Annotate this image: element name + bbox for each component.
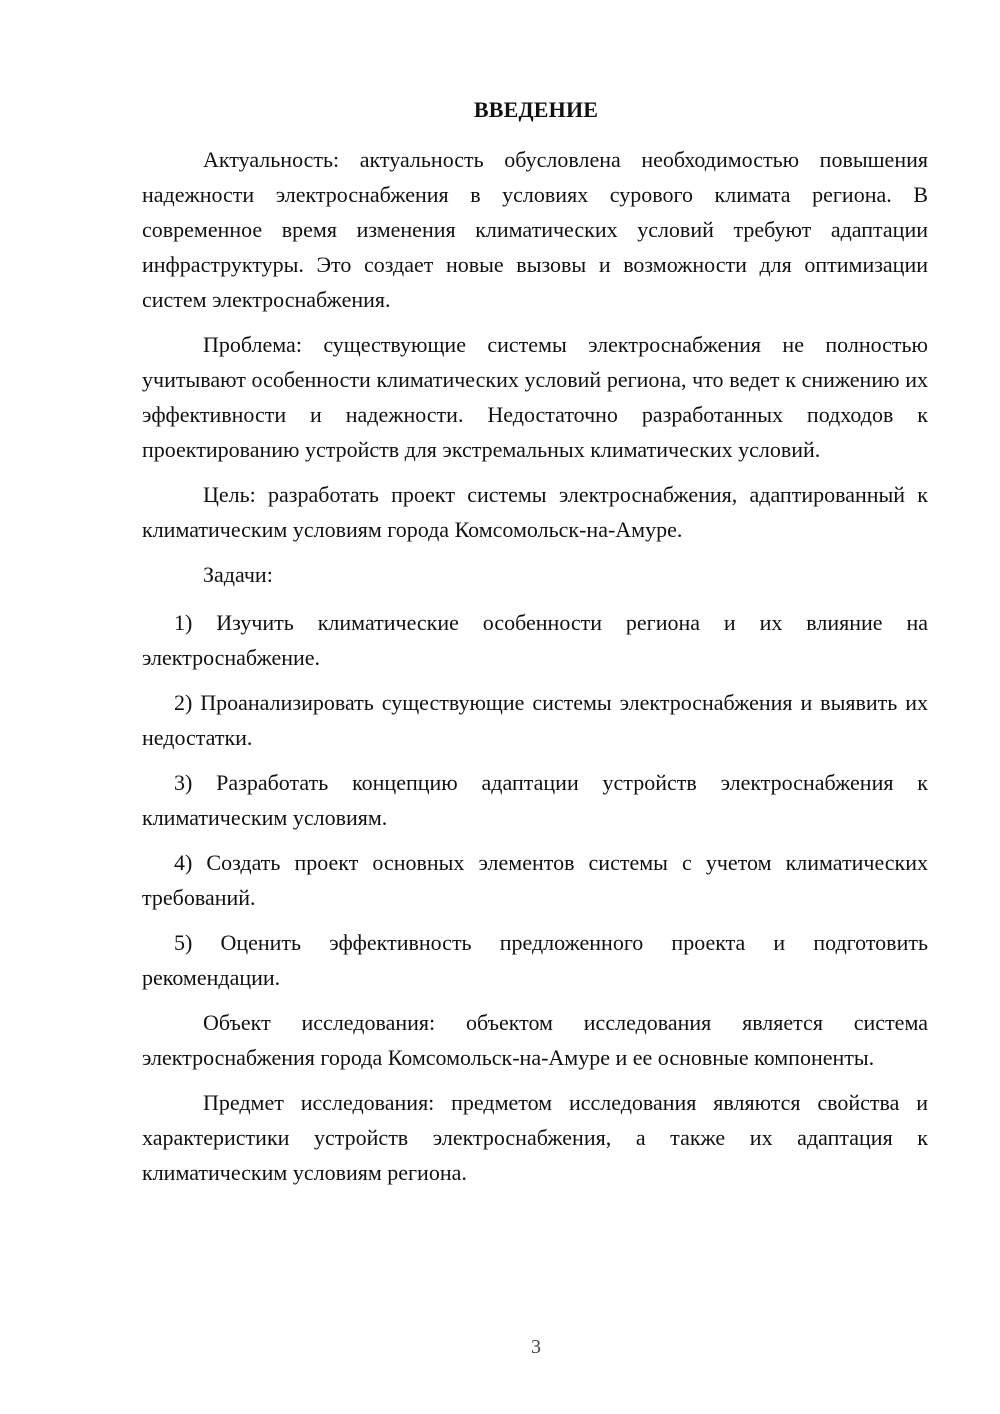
object-paragraph: Объект исследования: объектом исследования является система электроснабжения города Комсомольск-на-Амуре и ее основные компоненты. [142, 1010, 928, 1070]
goal-paragraph: Цель: разработать проект системы электроснабжения, адаптированный к климатическим условиям города Комсомольск-на-Амуре. [142, 482, 928, 542]
relevance-paragraph: Актуальность: актуальность обусловлена необходимостью повышения надежности электроснабжения в условиях сурового климата региона. В современное время изменения климатических условий требуют адаптации инфраструктуры. Это создает новые вызовы и возможности для оптимизации систем электроснабжения. [142, 147, 928, 312]
task-item-5: 5) Оценить эффективность предложенного проекта и подготовить рекомендации. [142, 930, 928, 990]
subject-paragraph: Предмет исследования: предметом исследования являются свойства и характеристики устройств электроснабжения, а также их адаптация к климатическим условиям региона. [142, 1090, 928, 1185]
task-item-1: 1) Изучить климатические особенности региона и их влияние на электроснабжение. [142, 610, 928, 670]
task-item-3: 3) Разработать концепцию адаптации устройств электроснабжения к климатическим условиям. [142, 770, 928, 830]
task-item-4: 4) Создать проект основных элементов системы с учетом климатических требований. [142, 850, 928, 910]
task-item-2: 2) Проанализировать существующие системы электроснабжения и выявить их недостатки. [142, 690, 928, 750]
page-number: 3 [531, 1336, 541, 1358]
problem-paragraph: Проблема: существующие системы электроснабжения не полностью учитывают особенности климатических условий региона, что ведет к снижению их эффективности и надежности. Недостаточно разработанных подходов к проектированию устройств для экстремальных климатических условий. [142, 332, 928, 462]
page-title: ВВЕДЕНИЕ [473, 97, 599, 122]
document-body [142, 142, 928, 1200]
tasks-label: Задачи: [203, 562, 273, 587]
